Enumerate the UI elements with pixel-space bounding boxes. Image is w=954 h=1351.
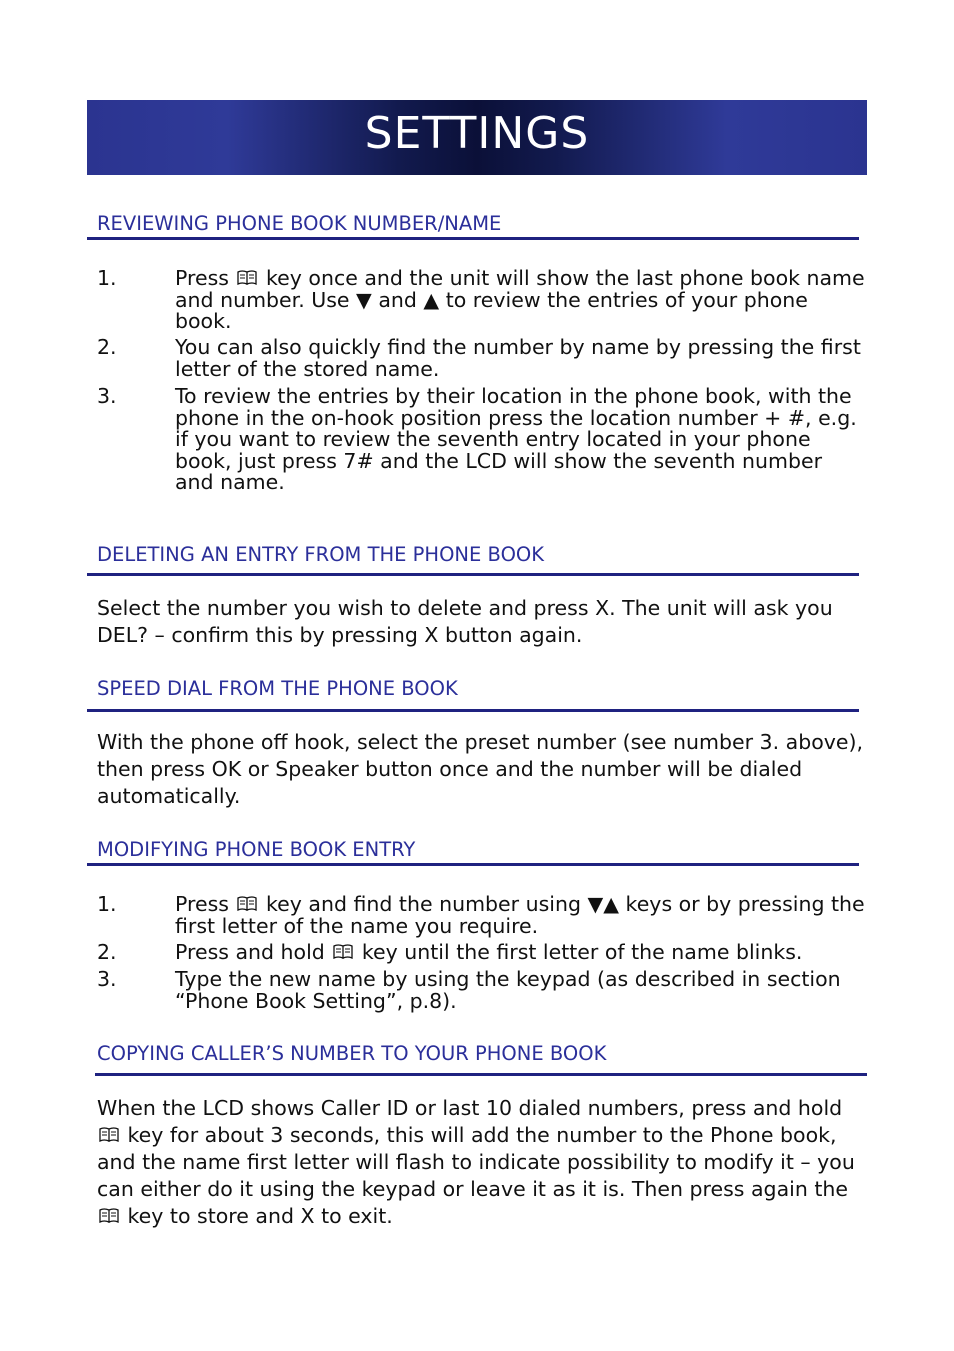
page-title: SETTINGS bbox=[364, 108, 590, 159]
paragraph-copying bbox=[97, 1095, 867, 1230]
item-number: 2. bbox=[97, 940, 117, 964]
item-number: 3. bbox=[97, 967, 117, 991]
phonebook-icon bbox=[98, 1207, 120, 1225]
para-text: Select the number you wish to delete and press bbox=[97, 596, 589, 620]
item-text: To review the entries by their location in the phone book, with the phone in the on-hook position press the location number + #, e.g. if you want to review the seventh entry located in your phone book, just press 7# and the LCD will show the seventh number and name. bbox=[175, 384, 857, 494]
item-text bbox=[175, 942, 865, 964]
paragraph-speed-dial bbox=[97, 729, 867, 810]
item-text-b: key and find the number using ▼▲ keys or by pressing the first letter of the name you require. bbox=[175, 892, 865, 938]
rule-speed-dial bbox=[87, 709, 859, 712]
x-key: X bbox=[300, 1204, 315, 1228]
item-text: Type the new name by using the keypad (as described in section “Phone Book Setting”, p.8). bbox=[175, 967, 841, 1013]
item-text-a: Press bbox=[175, 892, 229, 916]
item-number: 1. bbox=[97, 892, 117, 916]
paragraph-deleting bbox=[97, 595, 867, 649]
heading-copying: COPYING CALLER’S NUMBER TO YOUR PHONE BOOK bbox=[97, 1042, 607, 1065]
para-text: key to store and bbox=[127, 1204, 294, 1228]
item-number: 2. bbox=[97, 335, 117, 359]
heading-speed-dial: SPEED DIAL FROM THE PHONE BOOK bbox=[97, 677, 458, 700]
item-text-b: key once and the unit will show the last phone book name and number. Use ▼ and ▲ to review the entries of your phone book. bbox=[175, 266, 865, 333]
rule-copying bbox=[95, 1073, 867, 1076]
x-key: X bbox=[595, 596, 610, 620]
phonebook-icon bbox=[332, 943, 354, 961]
item-text bbox=[175, 894, 865, 937]
phonebook-icon bbox=[98, 1126, 120, 1144]
item-text-b: key until the first letter of the name blinks. bbox=[361, 940, 803, 964]
item-text bbox=[175, 268, 865, 333]
heading-deleting: DELETING AN ENTRY FROM THE PHONE BOOK bbox=[97, 543, 545, 566]
heading-modifying: MODIFYING PHONE BOOK ENTRY bbox=[97, 838, 416, 861]
item-number: 1. bbox=[97, 266, 117, 290]
heading-reviewing: REVIEWING PHONE BOOK NUMBER/NAME bbox=[97, 212, 502, 235]
para-text: button once and the number will be dialed automatically. bbox=[97, 757, 803, 808]
rule-reviewing bbox=[87, 237, 859, 240]
para-text: to exit. bbox=[321, 1204, 393, 1228]
para-text: key for about 3 seconds, this will add the number to the Phone book, and the name first letter will flash to indicate possibility to modify it – you can either do it using the keypad or leave it as it is. Then press again the bbox=[97, 1123, 855, 1201]
rule-modifying bbox=[87, 863, 859, 866]
para-text: When the LCD shows Caller ID or last 10 dialed numbers, press and hold bbox=[97, 1096, 843, 1120]
item-text-a: Press bbox=[175, 266, 229, 290]
phonebook-icon bbox=[236, 269, 258, 287]
item-text: You can also quickly find the number by name by pressing the first letter of the stored name. bbox=[175, 335, 861, 381]
para-text: button again. bbox=[444, 623, 583, 647]
para-text: With the phone off hook, select the preset number (see number 3. above), then press bbox=[97, 730, 864, 781]
ok-speaker-key: OK or Speaker bbox=[211, 757, 359, 781]
x-key: X bbox=[424, 623, 439, 647]
item-text-a: Press and hold bbox=[175, 940, 325, 964]
title-banner bbox=[87, 100, 867, 175]
phonebook-icon bbox=[236, 895, 258, 913]
rule-deleting bbox=[87, 573, 859, 576]
para-text: . The unit will ask you DEL? – confirm this by pressing bbox=[97, 596, 833, 647]
item-number: 3. bbox=[97, 384, 117, 408]
